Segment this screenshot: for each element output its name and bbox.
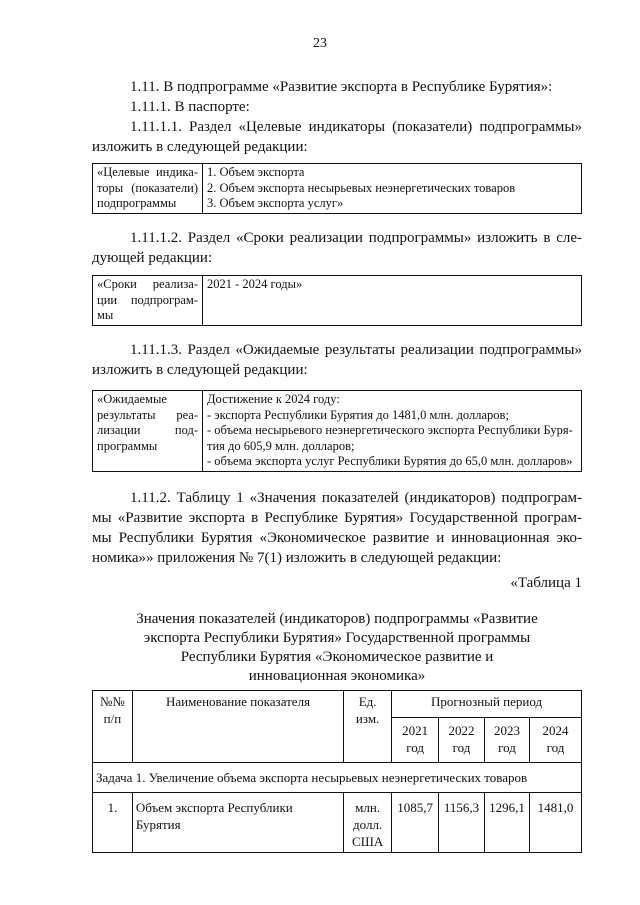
paragraph-1-11-1-3: 1.11.1.3. Раздел «Ожидаемые результаты реализации подпрограммы» изложить в следующей редакции:	[92, 342, 582, 378]
row-value-2021: 1085,7	[392, 793, 439, 853]
paragraph-1-11-2: 1.11.2. Таблицу 1 «Значения показателей (индикаторов) подпрограм- мы «Развитие экспорта в Республике Бурятия» Государственной програм- мы Республики Бурятия «Экономическое развитие и инновационная эко- номика»» приложения № 7(1) изложить в следующей редакции:	[92, 490, 582, 566]
task-row	[93, 763, 582, 793]
header-year: 2021 год	[392, 718, 439, 763]
list-item: 2. Объем экспорта несырьевых неэнергетических товаров	[207, 180, 516, 195]
page-number: 23	[313, 36, 327, 51]
header-unit: Ед. изм.	[344, 691, 392, 763]
paragraph-1-11-1-2: 1.11.1.2. Раздел «Сроки реализации подпрограммы» изложить в сле- дующей редакции:	[92, 230, 582, 266]
paragraph-1-11: 1.11. В подпрограмме «Развитие экспорта в Республике Бурятия»:	[130, 79, 553, 95]
list-item: 1. Объем экспорта	[207, 165, 305, 179]
table-title: Значения показателей (индикаторов) подпрограммы «Развитие экспорта Республики Бурятия» Государственной программы Республики Бурятия «Экономическое развитие и инновационная экономика»	[136, 611, 538, 684]
box2-label: «Сроки реализа- ции подпрограм- мы	[93, 276, 203, 326]
table-header-row	[93, 691, 582, 718]
task-label: Задача 1. Увеличение объема экспорта несырьевых неэнергетических товаров	[93, 763, 582, 793]
header-num: №№ п/п	[93, 691, 133, 763]
row-value-2023: 1296,1	[485, 793, 530, 853]
header-year: 2023 год	[485, 718, 530, 763]
box3-content: Достижение к 2024 году: - экспорта Республики Бурятия до 1481,0 млн. долларов; - объема несырьевого неэнергетического экспорта Республики Буря- тия до 605,9 млн. долларов; - объема экспорта услуг Республики Бурятия до 65,0 млн. долларов»	[203, 391, 582, 472]
list-item: 3. Объем экспорта услуг»	[207, 196, 344, 210]
expected-results-box	[92, 390, 582, 472]
paragraph-1-11-1-1: 1.11.1.1. Раздел «Целевые индикаторы (показатели) подпрограммы» изложить в следующей редакции:	[92, 119, 582, 155]
box1-items	[203, 164, 582, 214]
row-name: Объем экспорта Республики Бурятия	[132, 793, 343, 853]
row-num: 1.	[93, 793, 133, 853]
box2-value: 2021 - 2024 годы»	[203, 276, 582, 326]
header-year: 2022 год	[439, 718, 485, 763]
target-indicators-box	[92, 163, 582, 214]
box1-label: «Целевые индика- торы (показатели) подпрограммы	[93, 164, 203, 214]
header-year: 2024 год	[530, 718, 582, 763]
table-row	[93, 793, 582, 853]
box3-label: «Ожидаемые результаты реа- лизации под- программы	[93, 391, 203, 472]
table-tag: «Таблица 1	[510, 575, 582, 591]
row-value-2022: 1156,3	[439, 793, 485, 853]
row-value-2024: 1481,0	[530, 793, 582, 853]
paragraph-1-11-1: 1.11.1. В паспорте:	[130, 99, 250, 115]
row-unit: млн. долл. США	[344, 793, 392, 853]
terms-box	[92, 275, 582, 326]
header-forecast: Прогнозный период	[392, 691, 582, 718]
indicators-table	[92, 690, 582, 853]
header-name: Наименование показателя	[132, 691, 343, 763]
